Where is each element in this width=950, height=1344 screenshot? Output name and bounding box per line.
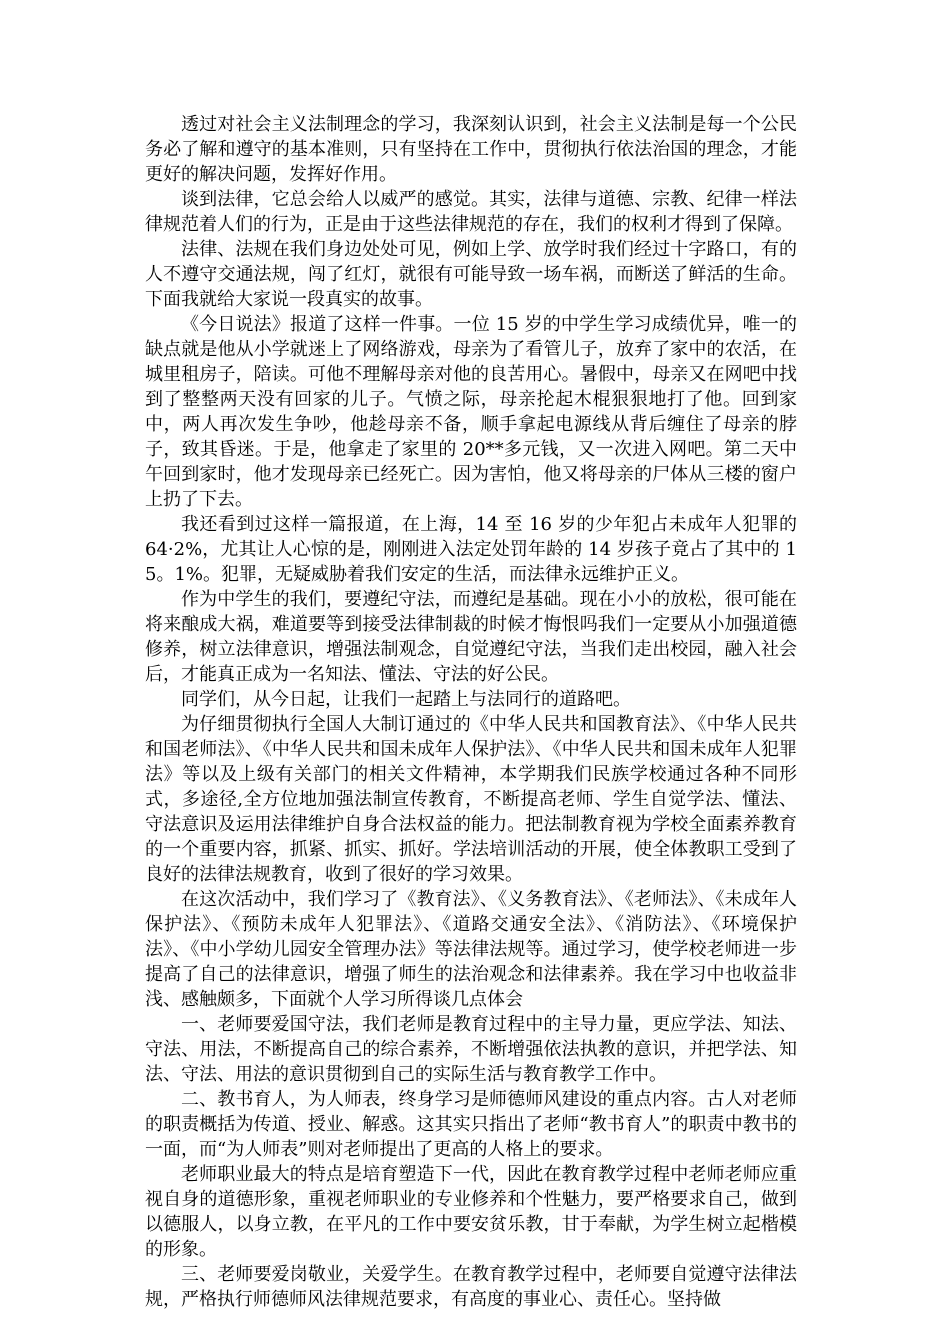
paragraph-activity: 在这次活动中，我们学习了《教育法》、《义务教育法》、《老师法》、《未成年人保护法》、《预防未成年人犯罪法》、《道路交通安全法》、《消防法》、《环境保护法》、《中小学幼儿园安全管理办法》等法律法规等。通过学习，使学校老师进一步提高了自己的法律意识，增强了师生的法治观念和法律素养。我在学习中也收益非浅、感触颇多，下面就个人学习所得谈几点体会	[145, 889, 797, 1010]
paragraph-point-two: 二、教书育人，为人师表，终身学习是师德师风建设的重点内容。古人对老师的职责概括为传道、授业、解惑。这其实只指出了老师“教书育人”的职责中教书的一面，而“为人师表”则对老师提出了更高的人格上的要求。	[145, 1089, 797, 1160]
paragraph-implementation: 为仔细贯彻执行全国人大制订通过的《中华人民共和国教育法》、《中华人民共和国老师法》、《中华人民共和国未成年人保护法》、《中华人民共和国未成年人犯罪法》等以及上级有关部门的相关文件精神，本学期我们民族学校通过各种不同形式，多途径,全方位地加强法制宣传教育，不断提高老师、学生自觉学法、懂法、守法意识及运用法律维护自身合法权益的能力。把法制教育视为学校全面素养教育的一个重要内容，抓紧、抓实、抓好。学法培训活动的开展，使全体教职工受到了良好的法律法规教育，收到了很好的学习效果。	[145, 714, 797, 885]
paragraph-law-everywhere: 法律、法规在我们身边处处可见，例如上学、放学时我们经过十字路口，有的人不遵守交通法规，闯了红灯，就很有可能导致一场车祸，而断送了鲜活的生命。下面我就给大家说一段真实的故事。	[145, 239, 797, 310]
paragraph-point-one: 一、老师要爱国守法，我们老师是教育过程中的主导力量，更应学法、知法、守法、用法，不断提高自己的综合素养，不断增强依法执教的意识，并把学法、知法、守法、用法的意识贯彻到自己的实际生活与教育教学工作中。	[145, 1014, 797, 1085]
paragraph-teacher-traits: 老师职业最大的特点是培育塑造下一代，因此在教育教学过程中老师老师应重视自身的道德形象，重视老师职业的专业修养和个性魅力，要严格要求自己，做到以德服人，以身立教，在平凡的工作中要安贫乐教，甘于奉献，为学生树立起楷模的形象。	[145, 1164, 797, 1260]
paragraph-story: 《今日说法》报道了这样一件事。一位 15 岁的中学生学习成绩优异，唯一的缺点就是他从小学就迷上了网络游戏，母亲为了看管儿子，放弃了家中的农活，在城里租房子，陪读。可他不理解母亲对他的良苦用心。暑假中，母亲又在网吧中找到了整整两天没有回家的儿子。气愤之际，母亲抡起木棍狠狠地打了他。回到家中，两人再次发生争吵，他趁母亲不备，顺手拿起电源线从背后缠住了母亲的脖子，致其昏迷。于是，他拿走了家里的 20**多元钱，又一次进入网吧。第二天中午回到家时，他才发现母亲已经死亡。因为害怕，他又将母亲的尸体从三楼的窗户上扔了下去。	[145, 314, 797, 510]
paragraph-call: 同学们，从今日起，让我们一起踏上与法同行的道路吧。	[181, 689, 631, 710]
paragraph-report: 我还看到过这样一篇报道，在上海，14 至 16 岁的少年犯占未成年人犯罪的 64·2%，尤其让人心惊的是，刚刚进入法定处罚年龄的 14 岁孩子竟占了其中的 15。1%。犯罪，无疑威胁着我们安定的生活，而法律永远维护正义。	[145, 514, 797, 585]
paragraph-students: 作为中学生的我们，要遵纪守法，而遵纪是基础。现在小小的放松，很可能在将来酿成大祸，难道要等到接受法律制裁的时候才悔恨吗我们一定要从小加强道德修养，树立法律意识，增强法制观念，自觉遵纪守法，当我们走出校园，融入社会后，才能真正成为一名知法、懂法、守法的好公民。	[145, 589, 797, 685]
paragraph-intro: 透过对社会主义法制理念的学习，我深刻认识到，社会主义法制是每一个公民务必了解和遵守的基本准则，只有坚持在工作中，贯彻执行依法治国的理念，才能更好的解决问题，发挥好作用。	[145, 114, 797, 185]
document-body	[145, 112, 797, 1312]
paragraph-point-three: 三、老师要爱岗敬业，关爱学生。在教育教学过程中，老师要自觉遵守法律法规，严格执行师德师风法律规范要求，有高度的事业心、责任心。坚持做	[145, 1264, 797, 1310]
paragraph-law-feeling: 谈到法律，它总会给人以威严的感觉。其实，法律与道德、宗教、纪律一样法律规范着人们的行为，正是由于这些法律规范的存在，我们的权利才得到了保障。	[145, 189, 797, 235]
